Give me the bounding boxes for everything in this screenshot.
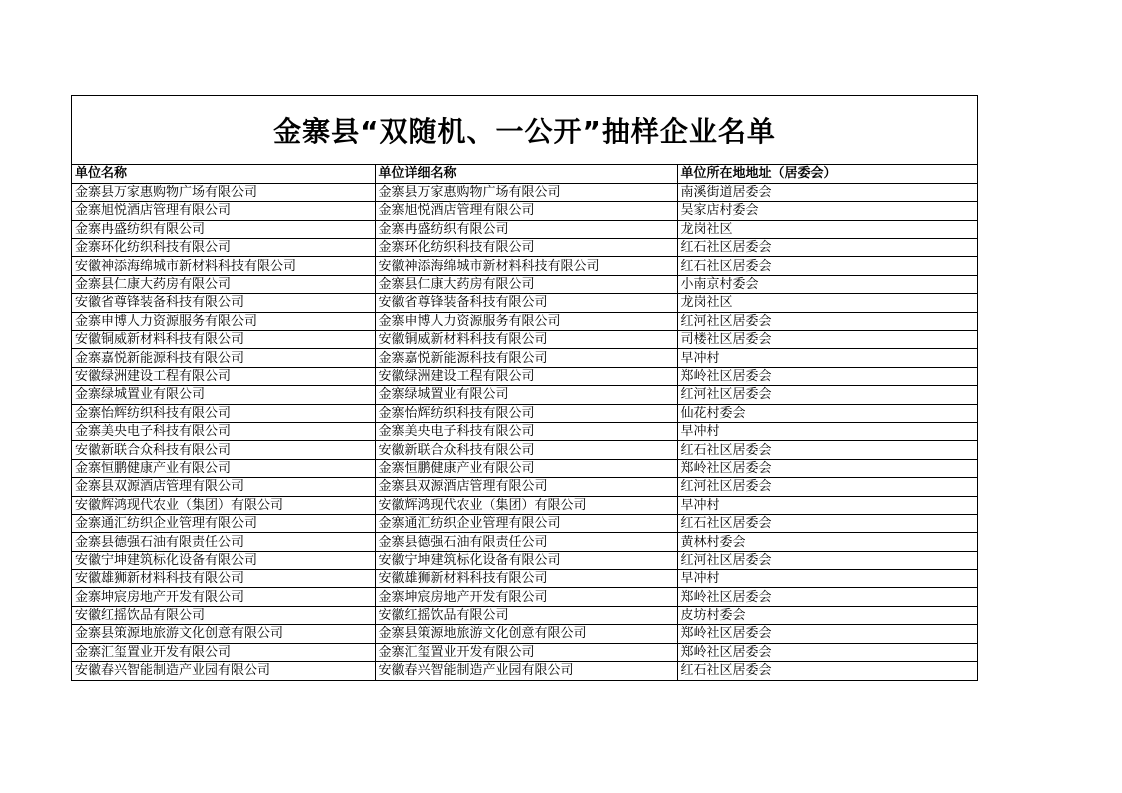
cell-unit-full-name: 金寨县德强石油有限责任公司 [375, 533, 677, 551]
table-row [72, 183, 977, 201]
cell-unit-address: 南溪街道居委会 [677, 183, 977, 201]
cell-unit-full-name: 安徽宁坤建筑标化设备有限公司 [375, 551, 677, 569]
cell-unit-full-name: 金寨绿城置业有限公司 [375, 386, 677, 404]
cell-unit-address: 红河社区居委会 [677, 312, 977, 330]
cell-unit-name: 金寨县万家惠购物广场有限公司 [72, 183, 375, 201]
cell-unit-full-name: 金寨县仁康大药房有限公司 [375, 275, 677, 293]
cell-unit-name: 金寨县策源地旅游文化创意有限公司 [72, 625, 375, 643]
cell-unit-name: 金寨美央电子科技有限公司 [72, 422, 375, 440]
table-row [72, 478, 977, 496]
cell-unit-name: 安徽宁坤建筑标化设备有限公司 [72, 551, 375, 569]
table-row [72, 312, 977, 330]
cell-unit-name: 安徽新联合众科技有限公司 [72, 441, 375, 459]
title-row [72, 96, 977, 165]
table-body [72, 183, 977, 680]
cell-unit-name: 安徽省尊锋装备科技有限公司 [72, 294, 375, 312]
cell-unit-name: 金寨通汇纺织企业管理有限公司 [72, 514, 375, 532]
page-title: 金寨县“双随机、一公开”抽样企业名单 [273, 115, 776, 148]
cell-unit-full-name: 金寨环化纺织科技有限公司 [375, 239, 677, 257]
cell-unit-name: 金寨绿城置业有限公司 [72, 386, 375, 404]
cell-unit-name: 金寨怡辉纺织科技有限公司 [72, 404, 375, 422]
column-header-unit-address: 单位所在地地址（居委会） [677, 165, 977, 183]
table-row [72, 331, 977, 349]
cell-unit-address: 司楼社区居委会 [677, 331, 977, 349]
table-row [72, 643, 977, 661]
table-row [72, 349, 977, 367]
cell-unit-full-name: 金寨冉盛纺织有限公司 [375, 220, 677, 238]
column-header-unit-full-name: 单位详细名称 [375, 165, 677, 183]
column-header-unit-name: 单位名称 [72, 165, 375, 183]
cell-unit-full-name: 安徽雄狮新材料科技有限公司 [375, 570, 677, 588]
cell-unit-address: 红河社区居委会 [677, 551, 977, 569]
table-row [72, 239, 977, 257]
table-row [72, 257, 977, 275]
cell-unit-name: 金寨县双源酒店管理有限公司 [72, 478, 375, 496]
cell-unit-name: 金寨嘉悦新能源科技有限公司 [72, 349, 375, 367]
cell-unit-address: 红石社区居委会 [677, 441, 977, 459]
table-row [72, 496, 977, 514]
table-row [72, 386, 977, 404]
table-row [72, 551, 977, 569]
cell-unit-address: 红河社区居委会 [677, 478, 977, 496]
table-row [72, 459, 977, 477]
cell-unit-address: 早冲村 [677, 570, 977, 588]
cell-unit-full-name: 安徽铜威新材料科技有限公司 [375, 331, 677, 349]
table-row [72, 202, 977, 220]
cell-unit-address: 郑岭社区居委会 [677, 625, 977, 643]
cell-unit-address: 皮坊村委会 [677, 606, 977, 624]
table-row [72, 404, 977, 422]
cell-unit-full-name: 金寨嘉悦新能源科技有限公司 [375, 349, 677, 367]
cell-unit-name: 安徽红摇饮品有限公司 [72, 606, 375, 624]
cell-unit-full-name: 安徽省尊锋装备科技有限公司 [375, 294, 677, 312]
table-row [72, 588, 977, 606]
cell-unit-address: 吴家店村委会 [677, 202, 977, 220]
cell-unit-full-name: 金寨怡辉纺织科技有限公司 [375, 404, 677, 422]
cell-unit-name: 安徽绿洲建设工程有限公司 [72, 367, 375, 385]
cell-unit-name: 金寨旭悦酒店管理有限公司 [72, 202, 375, 220]
cell-unit-address: 小南京村委会 [677, 275, 977, 293]
cell-unit-full-name: 金寨通汇纺织企业管理有限公司 [375, 514, 677, 532]
cell-unit-address: 郑岭社区居委会 [677, 459, 977, 477]
cell-unit-address: 红石社区居委会 [680, 663, 772, 679]
table-row [72, 422, 977, 440]
cell-unit-address: 仙花村委会 [677, 404, 977, 422]
cell-unit-name: 金寨县德强石油有限责任公司 [72, 533, 375, 551]
table-row [72, 294, 977, 312]
cell-unit-full-name: 安徽新联合众科技有限公司 [375, 441, 677, 459]
cell-unit-full-name: 金寨县万家惠购物广场有限公司 [375, 183, 677, 201]
cell-unit-name: 金寨汇玺置业开发有限公司 [72, 643, 375, 661]
cell-unit-name: 金寨县仁康大药房有限公司 [72, 275, 375, 293]
table-row [72, 625, 977, 643]
table-row [72, 441, 977, 459]
cell-unit-name: 金寨坤宸房地产开发有限公司 [72, 588, 375, 606]
cell-unit-full-name: 金寨旭悦酒店管理有限公司 [375, 202, 677, 220]
table-row [72, 662, 977, 680]
cell-unit-full-name: 金寨汇玺置业开发有限公司 [375, 643, 677, 661]
cell-unit-name: 金寨恒鹏健康产业有限公司 [72, 459, 375, 477]
table-row [72, 275, 977, 293]
cell-unit-full-name: 金寨县策源地旅游文化创意有限公司 [375, 625, 677, 643]
table-row [72, 220, 977, 238]
table-header-row [72, 165, 977, 183]
cell-unit-address: 红石社区居委会 [677, 239, 977, 257]
cell-unit-address: 郑岭社区居委会 [677, 643, 977, 661]
cell-unit-name: 安徽雄狮新材料科技有限公司 [72, 570, 375, 588]
cell-unit-address: 红河社区居委会 [677, 386, 977, 404]
cell-unit-full-name: 金寨美央电子科技有限公司 [375, 422, 677, 440]
cell-unit-address: 早冲村 [677, 349, 977, 367]
cell-unit-name: 金寨环化纺织科技有限公司 [72, 239, 375, 257]
cell-unit-full-name: 安徽辉鸿现代农业（集团）有限公司 [375, 496, 677, 514]
cell-unit-name: 安徽春兴智能制造产业园有限公司 [72, 662, 375, 680]
cell-unit-name: 安徽辉鸿现代农业（集团）有限公司 [72, 496, 375, 514]
table-row [72, 570, 977, 588]
enterprise-list-sheet [71, 95, 978, 681]
cell-unit-address: 红石社区居委会 [677, 514, 977, 532]
cell-unit-full-name: 金寨恒鹏健康产业有限公司 [375, 459, 677, 477]
cell-unit-full-name: 安徽春兴智能制造产业园有限公司 [375, 662, 677, 680]
cell-unit-full-name: 安徽红摇饮品有限公司 [375, 606, 677, 624]
cell-unit-full-name: 金寨申博人力资源服务有限公司 [375, 312, 677, 330]
cell-unit-address: 郑岭社区居委会 [677, 588, 977, 606]
cell-unit-address: 龙岗社区 [677, 220, 977, 238]
cell-unit-address: 黄林村委会 [677, 533, 977, 551]
cell-unit-address: 早冲村 [677, 496, 977, 514]
cell-unit-address: 红石社区居委会 [677, 257, 977, 275]
cell-unit-full-name: 金寨坤宸房地产开发有限公司 [375, 588, 677, 606]
enterprise-table [72, 165, 977, 680]
cell-unit-name: 金寨冉盛纺织有限公司 [72, 220, 375, 238]
cell-unit-name: 安徽神添海绵城市新材料科技有限公司 [72, 257, 375, 275]
cell-unit-full-name: 安徽绿洲建设工程有限公司 [375, 367, 677, 385]
table-row [72, 367, 977, 385]
cell-unit-full-name: 安徽神添海绵城市新材料科技有限公司 [375, 257, 677, 275]
cell-unit-name: 金寨申博人力资源服务有限公司 [72, 312, 375, 330]
cell-unit-address: 早冲村 [677, 422, 977, 440]
cell-unit-address: 郑岭社区居委会 [677, 367, 977, 385]
cell-unit-name: 安徽铜威新材料科技有限公司 [72, 331, 375, 349]
table-row [72, 606, 977, 624]
cell-unit-address: 龙岗社区 [677, 294, 977, 312]
table-row [72, 533, 977, 551]
cell-unit-full-name: 金寨县双源酒店管理有限公司 [375, 478, 677, 496]
table-row [72, 514, 977, 532]
